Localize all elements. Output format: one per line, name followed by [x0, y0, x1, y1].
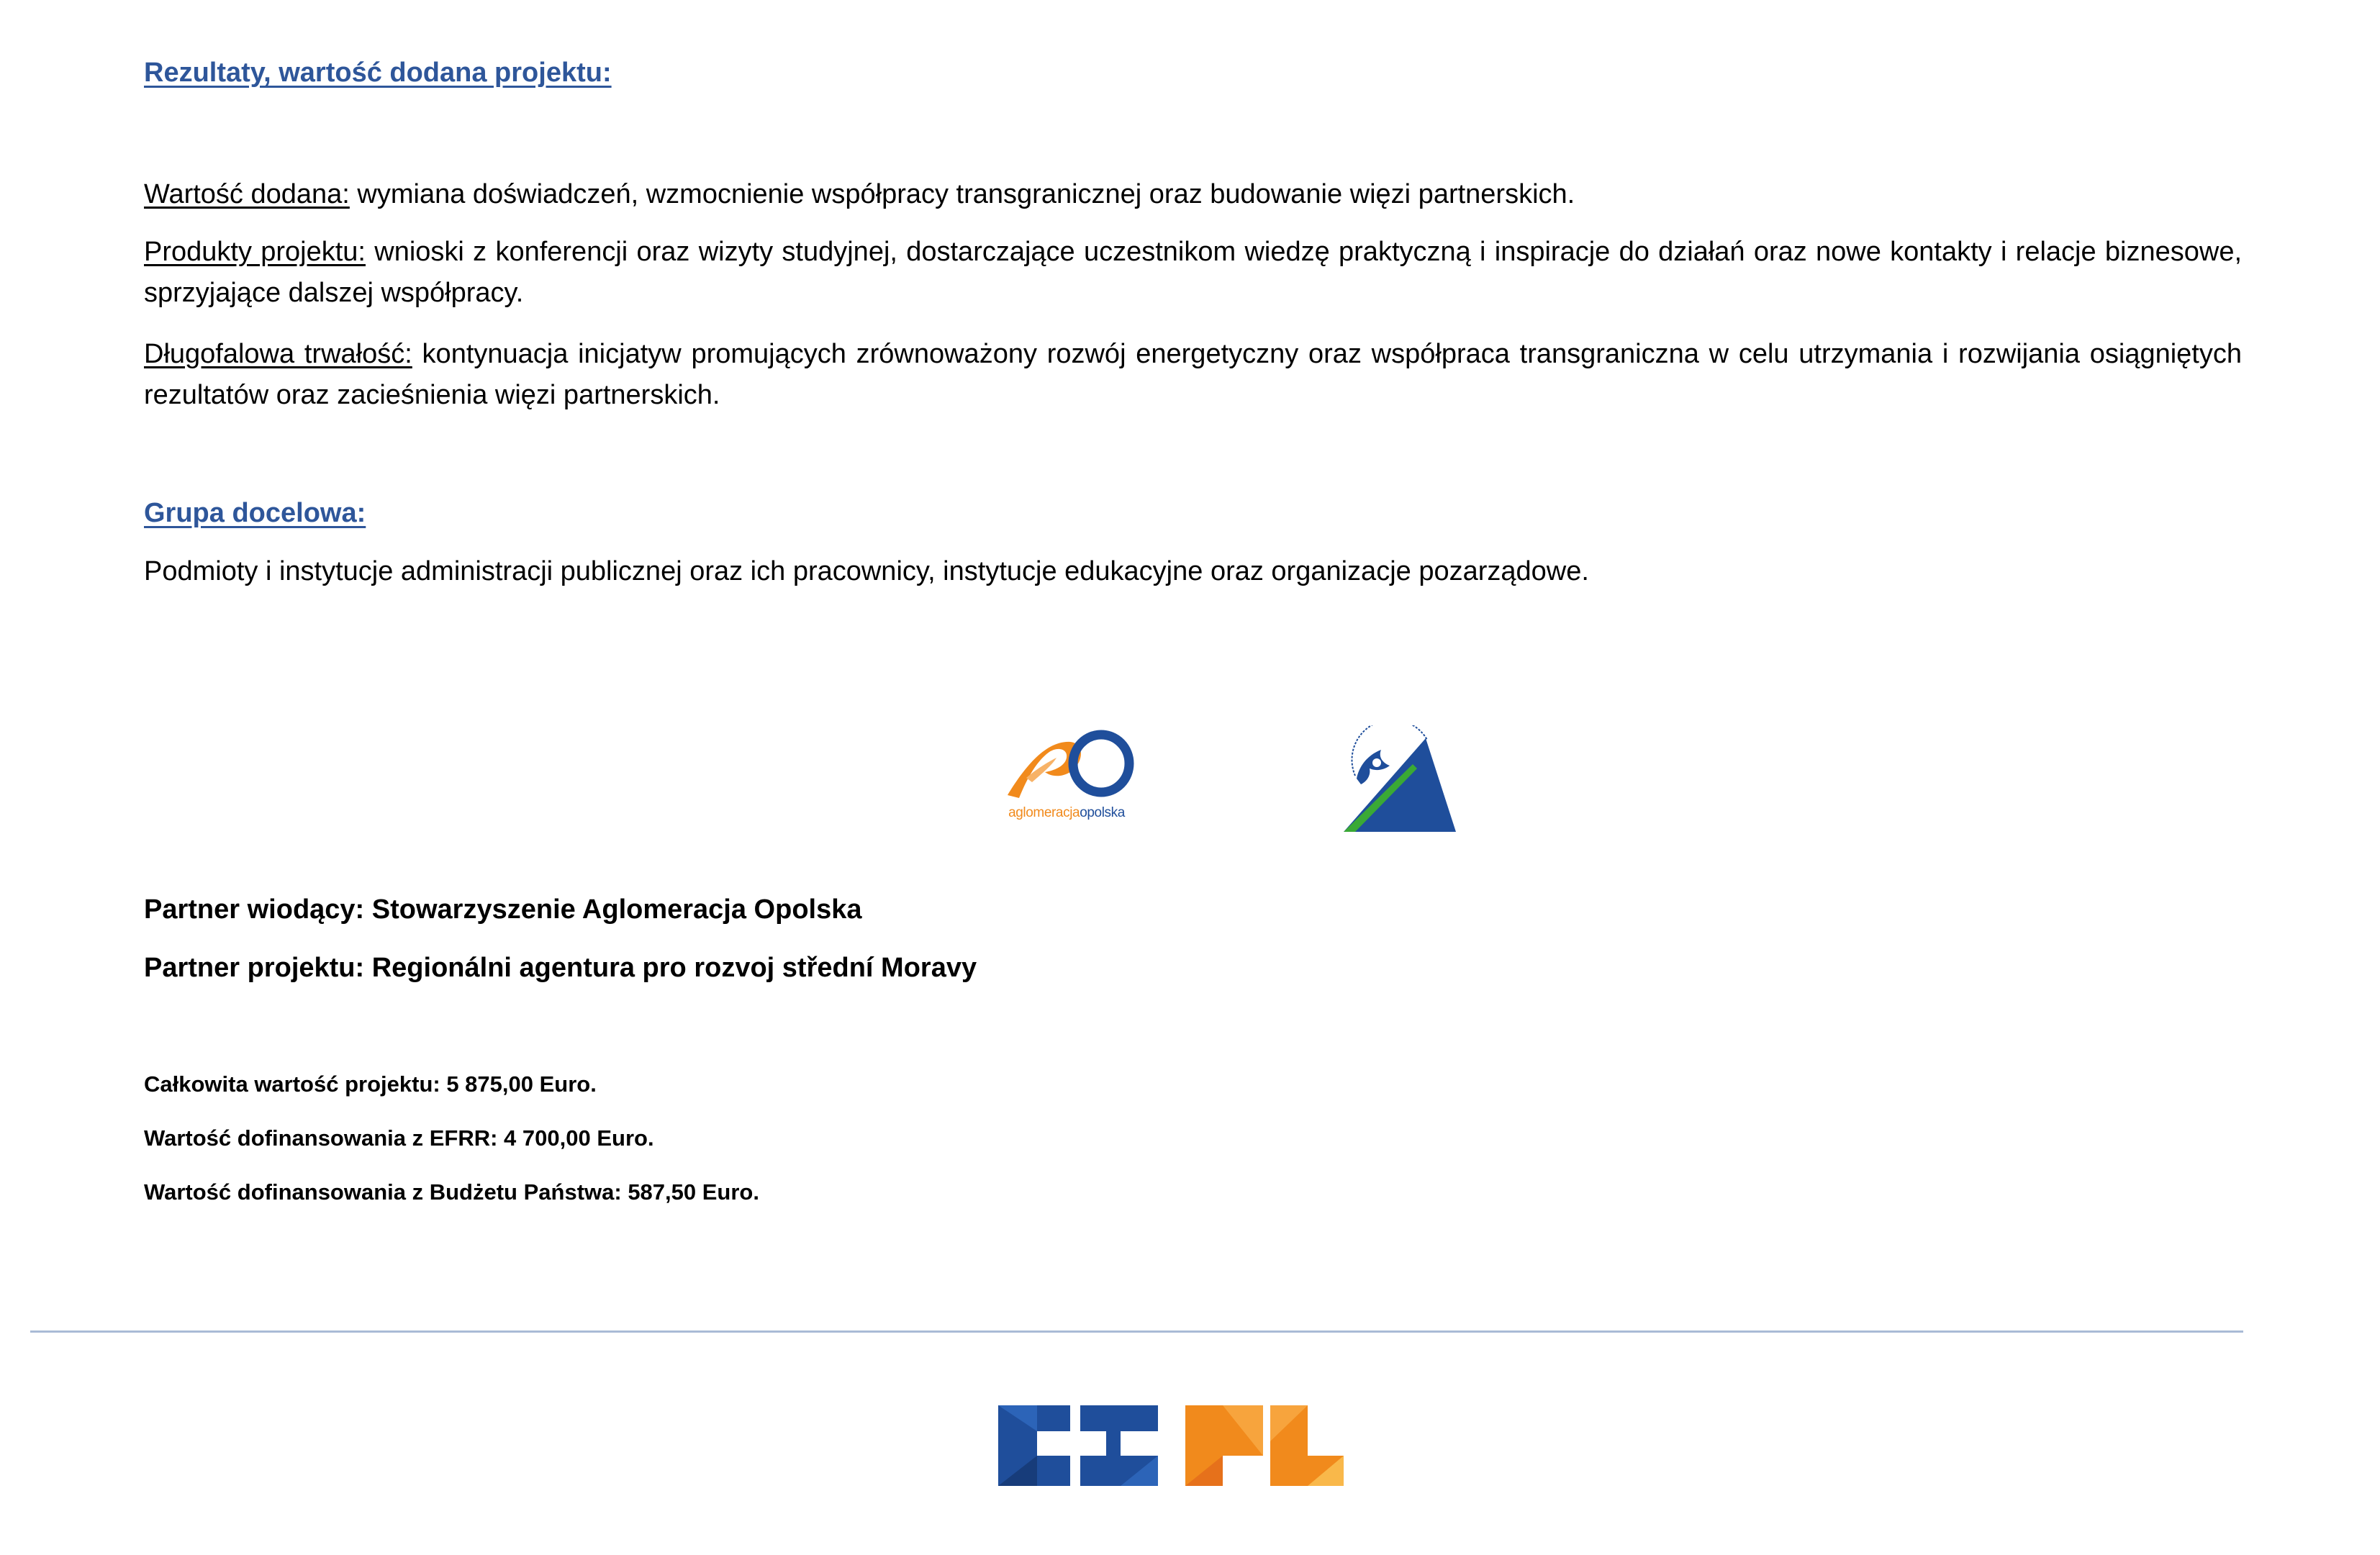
- products-paragraph: [144, 232, 2242, 314]
- wordmark-part-aglomeracja: aglomeracja: [1008, 805, 1080, 820]
- aglomeracja-opolska-wordmark: [995, 805, 1139, 821]
- added-value-paragraph: [144, 174, 2242, 215]
- wordmark-part-opolska: opolska: [1080, 805, 1125, 820]
- results-heading: Rezultaty, wartość dodana projektu:: [144, 58, 612, 88]
- added-value-text: wymiana doświadczeń, wzmocnienie współpracy transgranicznej oraz budowanie więzi partnerskich.: [349, 179, 1575, 209]
- products-text: wnioski z konferencji oraz wizyty studyjnej, dostarczające uczestnikom wiedzę praktyczną i inspiracje do działań oraz nowe kontakty i relacje biznesowe, sprzyjające dalszej współpracy.: [144, 237, 2243, 308]
- durability-text: kontynuacja inicjatyw promujących zrównoważony rozwój energetyczny oraz współpraca transgraniczna w celu utrzymania i rozwijania osiągniętych rezultatów oraz zacieśnienia więzi partnerskich.: [144, 339, 2243, 410]
- project-partner: Partner projektu: Regionálni agentura pro rozvoj střední Moravy: [144, 953, 977, 983]
- target-group-heading: Grupa docelowa:: [144, 498, 366, 528]
- state-budget-value: Wartość dofinansowania z Budżetu Państwa: 587,50 Euro.: [144, 1179, 759, 1205]
- aglomeracja-opolska-logo: [995, 726, 1139, 824]
- efrr-value: Wartość dofinansowania z EFRR: 4 700,00 Euro.: [144, 1125, 654, 1151]
- products-label: Produkty projektu:: [144, 237, 366, 267]
- regionalni-agentura-logo: [1341, 725, 1456, 832]
- durability-label: Długofalowa trwałość:: [144, 339, 412, 369]
- added-value-label: Wartość dodana:: [144, 179, 350, 209]
- durability-paragraph: [144, 334, 2242, 416]
- footer-divider: [30, 1330, 2243, 1333]
- ctpl-program-logo: [998, 1405, 1344, 1486]
- lead-partner: Partner wiodący: Stowarzyszenie Aglomeracja Opolska: [144, 894, 862, 925]
- target-group-text: Podmioty i instytucje administracji publicznej oraz ich pracownicy, instytucje edukacyjne oraz organizacje pozarządowe.: [144, 556, 1589, 586]
- regional-agency-emblem-icon: [1341, 725, 1456, 832]
- ctpl-program-icon: [998, 1405, 1344, 1486]
- aglomeracja-opolska-emblem-icon: [995, 726, 1139, 805]
- total-value: Całkowita wartość projektu: 5 875,00 Euro.: [144, 1071, 597, 1097]
